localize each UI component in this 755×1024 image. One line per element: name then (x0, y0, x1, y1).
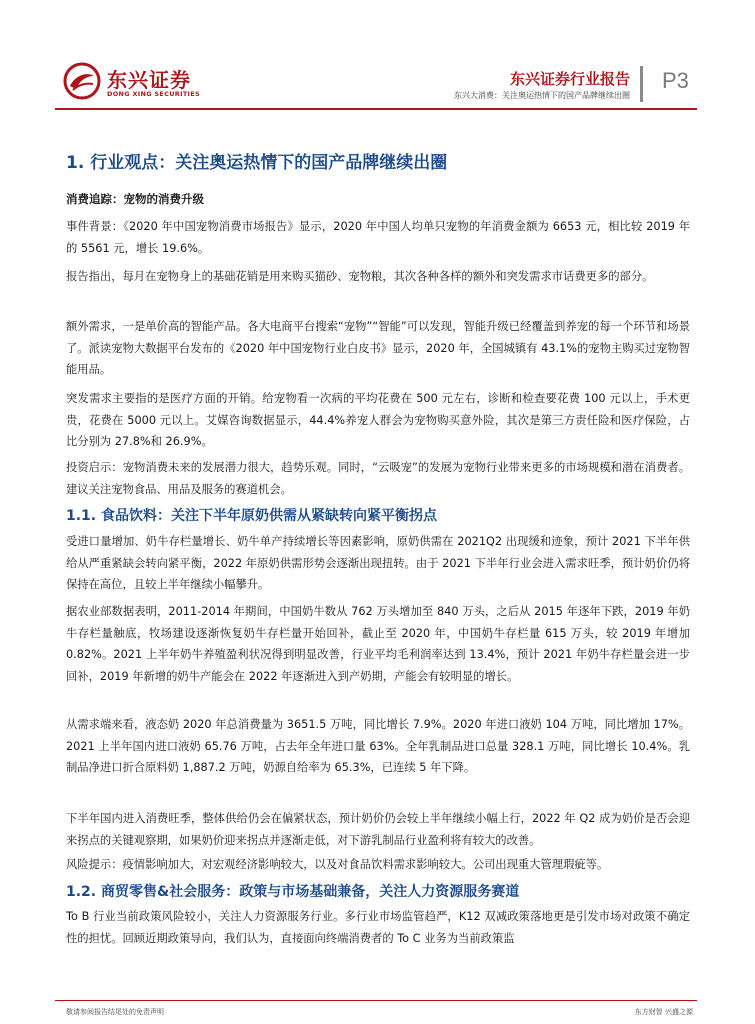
page-header (0, 0, 755, 120)
header-rule (55, 108, 697, 110)
footer-rule (55, 1000, 697, 1001)
paragraph: 风险提示：疫情影响加大，对宏观经济影响较大，以及对食品饮料需求影响较大。公司出现重大管理瑕疵等。 (66, 858, 609, 871)
paragraph: 额外需求，一是单价高的智能产品。各大电商平台搜索“宠物”“智能”可以发现，智能升级已经覆盖到养宠的每一个环节和场景了。派读宠物大数据平台发布的《2020 年中国宠物行业白皮书》显示，2020 年，全国城镇有 43.1%的宠物主购买过宠物智能用品。 (66, 320, 690, 376)
pet-consumption-subheading: 消费追踪：宠物的消费升级 (66, 192, 204, 206)
footer-disclaimer: 敬请参阅报告结尾处的免责声明 (66, 1008, 164, 1016)
paragraph: 报告指出，每月在宠物身上的基础花销是用来购买猫砂、宠物粮，其次各种各样的额外和突发需求市话费更多的部分。 (66, 270, 654, 283)
logo-emblem-icon (63, 62, 101, 100)
page-number: P3 (662, 68, 689, 93)
footer-slogan: 东方财智 兴盛之源 (634, 1008, 693, 1016)
paragraph: 投资启示：宠物消费未来的发展潜力很大，趋势乐观。同时，“云吸宠”的发展为宠物行业带来更多的市场规模和潜在消费者。建议关注宠物食品、用品及服务的赛道机会。 (66, 461, 690, 496)
logo-chinese-name: 东兴证券 (107, 68, 191, 92)
paragraph: 突发需求主要指的是医疗方面的开销。给宠物看一次病的平均花费在 500 元左右，诊断和检查要花费 100 元以上，手术更贵，花费在 5000 元以上。艾媒咨询数据显示，44.4%养宠人群会为宠物购买意外险，其次是第三方责任险和医疗保险，占比分别为 27.8%和 26.9%。 (66, 392, 690, 448)
company-logo (63, 62, 223, 106)
logo-english-name: DONG XING SECURITIES (107, 90, 200, 98)
paragraph: 受进口量增加、奶牛存栏量增长、奶牛单产持续增长等因素影响，原奶供需在 2021Q2 出现缓和迹象，预计 2021 下半年供给从严重紧缺会转向紧平衡，2022 年原奶供需形势会逐渐出现扭转。由于 2021 下半年行业会进入需求旺季，预计奶价仍将保持在高位，且较上半年继续小幅攀升。 (66, 535, 690, 591)
paragraph: To B 行业当前政策风险较小，关注人力资源服务行业。多行业市场监管趋严，K12 双减政策落地更是引发市场对政策不确定性的担忧。回顾近期政策导向，我们认为，直接面向终端消费者的 To C 业务为当前政策监 (66, 910, 690, 945)
paragraph: 下半年国内进入消费旺季，整体供给仍会在偏紧状态，预计奶价仍会较上半年继续小幅上行，2022 年 Q2 成为奶价是否会迎来拐点的关键观察期，如果奶价迎来拐点并逐渐走低，对下游乳制品行业盈利将有较大的改善。 (66, 812, 690, 847)
section-1-1-title: 1.1. 食品饮料：关注下半年原奶供需从紧缺转向紧平衡拐点 (66, 508, 437, 524)
header-divider (640, 66, 643, 102)
report-title: 东兴证券行业报告 (509, 70, 630, 88)
section-1-2-title: 1.2. 商贸零售&社会服务：政策与市场基础兼备，关注人力资源服务赛道 (66, 884, 520, 900)
paragraph: 从需求端来看，液态奶 2020 年总消费量为 3651.5 万吨，同比增长 7.9%。2020 年进口液奶 104 万吨，同比增加 17%。2021 上半年国内进口液奶 65.76 万吨，占去年全年进口量 63%。全年乳制品进口总量 328.1 万吨，同比增长 10.4%。乳制品净进口折合原料奶 1,887.2 万吨，奶源自给率为 65.3%，已连续 5 年下降。 (66, 718, 690, 774)
paragraph: 事件背景：《2020 年中国宠物消费市场报告》显示，2020 年中国人均单只宠物的年消费金额为 6653 元，相比较 2019 年的 5561 元，增长 19.6%。 (66, 220, 690, 255)
paragraph: 据农业部数据表明，2011-2014 年期间，中国奶牛数从 762 万头增加至 840 万头，之后从 2015 年逐年下跌，2019 年奶牛存栏量触底，牧场建设逐渐恢复奶牛存栏量开始回补，截止至 2020 年，中国奶牛存栏量 615 万头，较 2019 年增加 0.82%。2021 上半年奶牛养殖盈利状况得到明显改善，行业平均毛利润率达到 13.4%，预计 2021 年奶牛存栏量会进一步回补，2019 年新增的奶牛产能会在 2022 年逐渐进入到产奶期，产能会有较明显的增长。 (66, 605, 690, 683)
section-1-title: 1. 行业观点：关注奥运热情下的国产品牌继续出圈 (66, 153, 448, 173)
report-subtitle: 东兴大消费：关注奥运热情下的国产品牌继续出圈 (454, 91, 630, 100)
